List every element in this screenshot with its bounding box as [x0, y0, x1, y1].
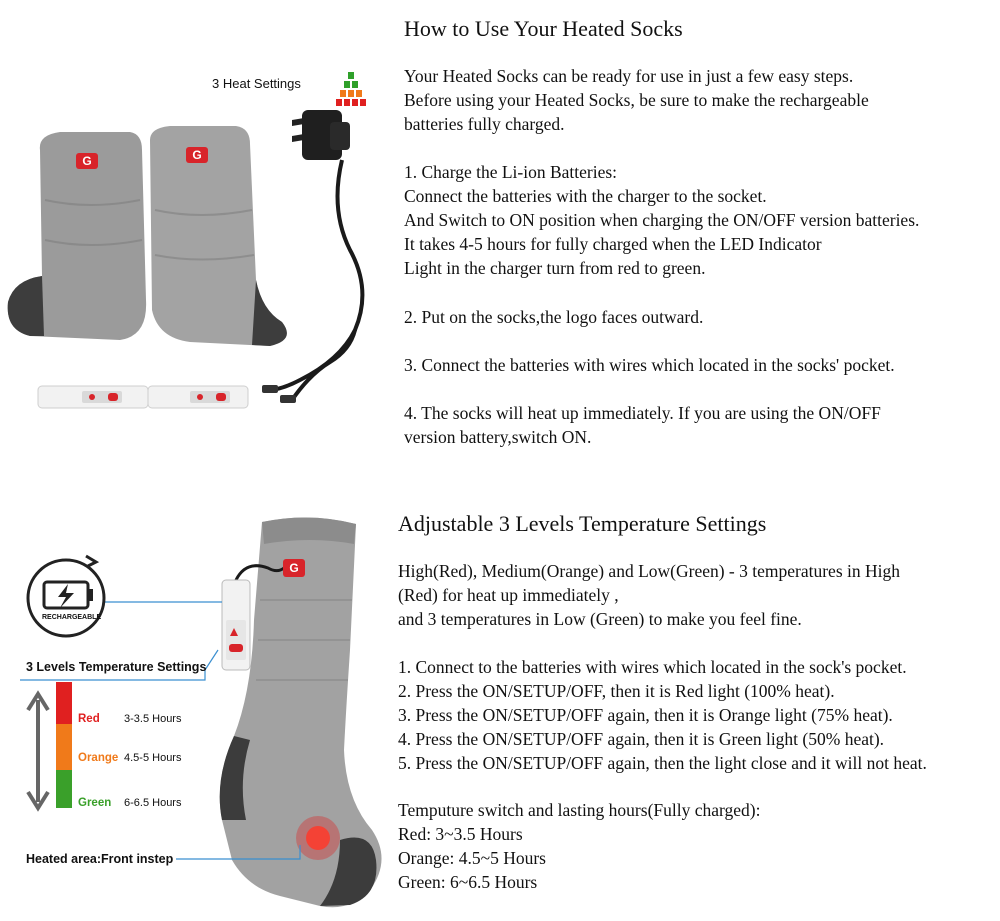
level-hours-green: 6-6.5 Hours [124, 797, 182, 809]
step4-line: version battery,switch ON. [404, 427, 592, 447]
intro2-line: (Red) for heat up immediately , [398, 585, 619, 605]
section1-step1 [404, 160, 919, 280]
heat-settings-label: 3 Heat Settings [212, 76, 301, 91]
section1-step4 [404, 401, 881, 449]
step-line: 1. Connect to the batteries with wires which located in the sock's pocket. [398, 657, 907, 677]
level-name-red: Red [78, 713, 100, 725]
step1-line: It takes 4-5 hours for fully charged when the LED Indicator [404, 234, 822, 254]
sock-logo-right: G [186, 147, 208, 163]
hours-line: Red: 3~3.5 Hours [398, 824, 523, 844]
section2-title: Adjustable 3 Levels Temperature Settings [398, 511, 767, 536]
level-hours-orange: 4.5-5 Hours [124, 752, 182, 764]
intro-line: Your Heated Socks can be ready for use in just a few easy steps. [404, 66, 854, 86]
level-name-green: Green [78, 797, 112, 809]
section2-hours [398, 798, 760, 894]
levels-title: 3 Levels Temperature Settings [26, 660, 207, 674]
level-name-orange: Orange [78, 752, 119, 764]
socks-charger-illustration [0, 40, 395, 420]
step4-line: 4. The socks will heat up immediately. If you are using the ON/OFF [404, 403, 881, 423]
hours-line: Green: 6~6.5 Hours [398, 872, 538, 892]
section1-intro [404, 64, 869, 136]
step1-line: 1. Charge the Li-ion Batteries: [404, 162, 618, 182]
heated-area-label: Heated area:Front instep [26, 852, 174, 866]
step-line: 5. Press the ON/SETUP/OFF again, then the light close and it will not heat. [398, 753, 927, 773]
step1-line: Connect the batteries with the charger to the socket. [404, 186, 767, 206]
section2-steps [398, 655, 927, 775]
intro2-line: and 3 temperatures in Low (Green) to make you feel fine. [398, 609, 802, 629]
section1-step3: 3. Connect the batteries with wires which located in the socks' pocket. [404, 355, 895, 375]
step1-line: And Switch to ON position when charging the ON/OFF version batteries. [404, 210, 920, 230]
section2-intro [398, 559, 900, 631]
intro-line: batteries fully charged. [404, 114, 565, 134]
section1-title: How to Use Your Heated Socks [404, 16, 683, 41]
intro-line: Before using your Heated Socks, be sure to make the rechargeable [404, 90, 869, 110]
hours-line: Orange: 4.5~5 Hours [398, 848, 546, 868]
rechargeable-label: RECHARGEABLE [42, 614, 102, 621]
hours-line: Temputure switch and lasting hours(Fully charged): [398, 800, 761, 820]
step1-line: Light in the charger turn from red to green. [404, 258, 706, 278]
product-photo-socks-charger [0, 40, 395, 420]
step-line: 2. Press the ON/SETUP/OFF, then it is Red light (100% heat). [398, 681, 835, 701]
sock2-logo: G [283, 559, 305, 577]
intro2-line: High(Red), Medium(Orange) and Low(Green) - 3 temperatures in High [398, 561, 900, 581]
sock-logo-left: G [76, 153, 98, 169]
level-hours-red: 3-3.5 Hours [124, 713, 182, 725]
step-line: 3. Press the ON/SETUP/OFF again, then it is Orange light (75% heat). [398, 705, 893, 725]
section1-step2: 2. Put on the socks,the logo faces outward. [404, 307, 704, 327]
step-line: 4. Press the ON/SETUP/OFF again, then it is Green light (50% heat). [398, 729, 885, 749]
